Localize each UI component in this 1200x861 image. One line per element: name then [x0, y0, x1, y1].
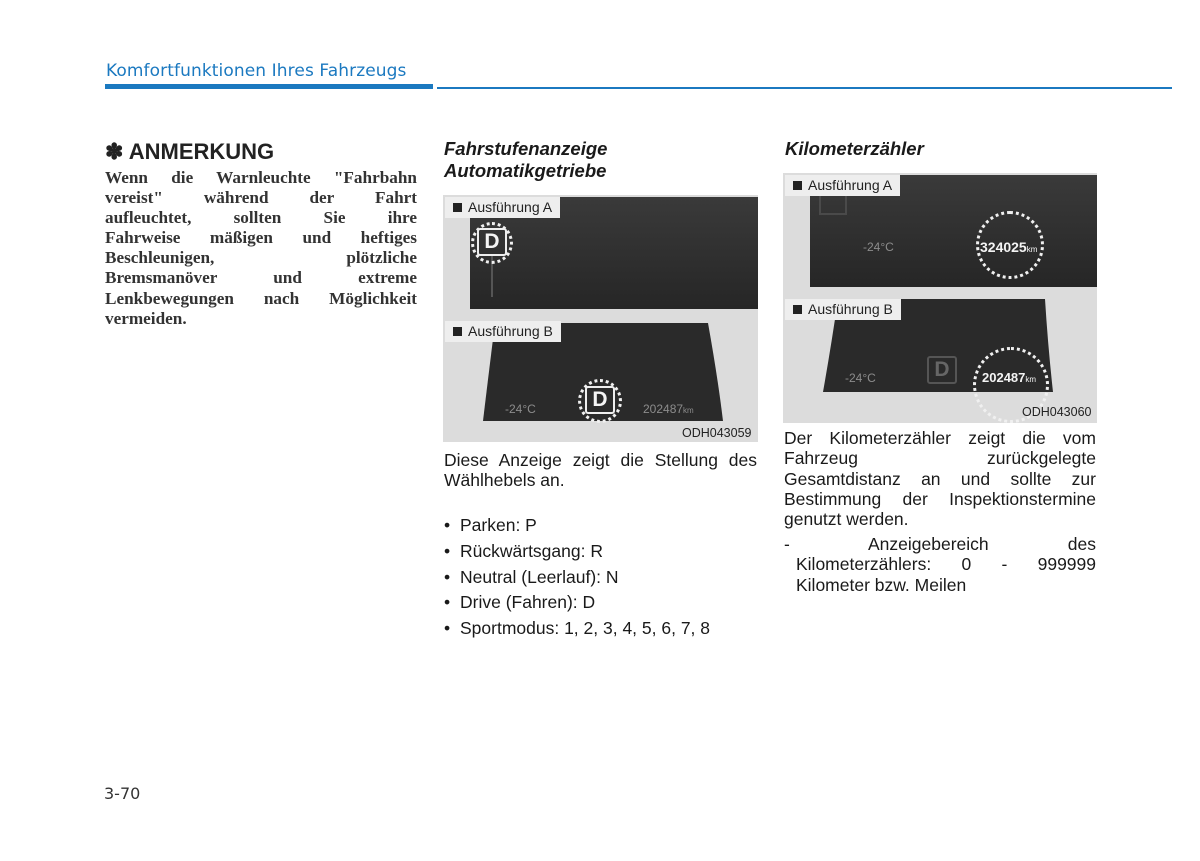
note-body — [105, 168, 417, 329]
note-line: aufleuchtet, sollten Sie ihre — [105, 208, 417, 228]
paragraph-line: Wählhebels an. — [444, 470, 565, 491]
list-item-text: Rückwärtsgang: R — [460, 540, 603, 561]
gear-title-line: Fahrstufenanzeige — [444, 138, 608, 159]
temperature-readout: -24°C — [863, 240, 894, 254]
gear-section-title — [444, 138, 607, 182]
square-bullet-icon — [453, 327, 462, 336]
paragraph-line: Gesamtdistanz an und sollte zur — [784, 468, 1096, 489]
square-bullet-icon — [793, 181, 802, 190]
range-line: Kilometer bzw. Meilen — [796, 574, 967, 595]
odometer-range-note — [784, 534, 1096, 595]
list-item-text: Sportmodus: 1, 2, 3, 4, 5, 6, 7, 8 — [460, 618, 711, 639]
odometer-unit: km — [683, 406, 694, 415]
note-line: Fahrweise mäßigen und heftiges — [105, 228, 417, 248]
note-line: Lenkbewegungen nach Möglichkeit — [105, 288, 417, 308]
range-line: Kilometerzählers: 0 - 999999 — [796, 554, 1096, 575]
note-title: ✽ ANMERKUNG — [105, 139, 275, 164]
list-item-text: Parken: P — [460, 515, 537, 535]
range-line: - Anzeigebereich des — [784, 534, 1096, 554]
variant-b-text: Ausführung B — [808, 301, 893, 317]
note-line: Beschleunigen, plötzliche — [105, 248, 417, 268]
variant-a-text: Ausführung A — [808, 177, 893, 193]
square-bullet-icon — [793, 305, 802, 314]
list-item: • Sportmodus: 1, 2, 3, 4, 5, 6, 7, 8 — [444, 616, 710, 642]
variant-a-label — [445, 197, 560, 218]
paragraph-line: genutzt werden. — [784, 509, 909, 530]
list-item: • Parken: P — [444, 513, 710, 539]
running-header: Komfortfunktionen Ihres Fahrzeugs — [106, 61, 407, 81]
variant-b-label — [785, 299, 901, 320]
odometer-figure — [783, 173, 1097, 423]
list-item-text: Neutral (Leerlauf): N — [460, 566, 619, 587]
variant-a-label — [785, 175, 900, 196]
odometer-value: 324025 — [980, 239, 1027, 255]
gear-positions-list — [444, 513, 710, 642]
page-number: 3-70 — [104, 784, 141, 803]
list-item: • Rückwärtsgang: R — [444, 539, 710, 565]
list-item: • Neutral (Leerlauf): N — [444, 565, 710, 591]
temperature-readout: -24°C — [505, 402, 536, 416]
square-bullet-icon — [453, 203, 462, 212]
header-rule-thin — [437, 87, 1172, 89]
odometer-readout-b — [982, 370, 1036, 385]
odometer-section-title: Kilometerzähler — [785, 138, 924, 159]
variant-a-text: Ausführung A — [468, 199, 553, 215]
figure-code: ODH043059 — [682, 426, 752, 440]
gear-paragraph — [444, 450, 757, 491]
header-rule-thick — [105, 84, 433, 89]
odometer-paragraph — [784, 428, 1096, 529]
note-line: Bremsmanöver und extreme — [105, 268, 417, 288]
paragraph-line: Bestimmung der Inspektionstermine — [784, 488, 1096, 509]
gear-title-line: Automatikgetriebe — [444, 160, 607, 181]
odometer-unit: km — [1025, 375, 1037, 384]
list-item-text: Drive (Fahren): D — [460, 592, 596, 613]
figure-code: ODH043060 — [1022, 405, 1092, 419]
gear-indicator-b: D — [585, 386, 615, 414]
note-line: Wenn die Warnleuchte "Fahrbahn — [105, 168, 417, 187]
gear-indicator-dim: D — [927, 356, 957, 384]
temperature-readout: -24°C — [845, 371, 876, 385]
bracket-line — [819, 195, 847, 215]
odometer-value: 202487 — [643, 402, 684, 416]
odometer-unit: km — [1026, 245, 1038, 254]
gear-indicator-a: D — [477, 228, 507, 256]
list-item: • Drive (Fahren): D — [444, 590, 710, 616]
gear-figure — [443, 195, 758, 442]
note-line: vereist" während der Fahrt — [105, 188, 417, 208]
variant-b-text: Ausführung B — [468, 323, 553, 339]
odometer-dim — [643, 402, 694, 416]
odometer-value: 202487 — [982, 370, 1026, 385]
paragraph-line: Fahrzeug zurückgelegte — [784, 448, 1096, 469]
variant-b-label — [445, 321, 561, 342]
paragraph-line: Diese Anzeige zeigt die Stellung des — [444, 450, 757, 470]
note-line: vermeiden. — [105, 308, 187, 328]
odometer-readout-a — [980, 239, 1037, 255]
paragraph-line: Der Kilometerzähler zeigt die vom — [784, 428, 1096, 448]
